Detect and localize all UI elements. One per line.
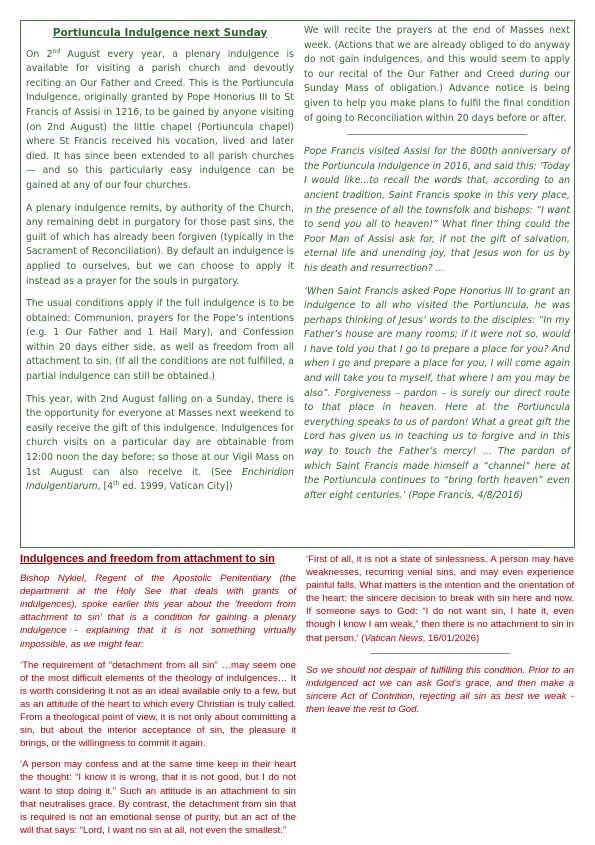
attachment-section-title: Indulgences and freedom from attachment to sin [20,553,275,565]
divider [347,134,527,135]
paragraph-usual-conditions: The usual conditions apply if the full indulgence is to be obtained: Communion, prayers for the Pope’s intentions (e.g. 1 Our Father and 1 Hail Mary), and Confession within 20 days either side, as well as freedom from all attachment to sin. (If all the conditions are not fulfilled, a partial indulgence can still be obtained.) [26,298,294,383]
top-left-column [26,26,294,503]
closing-paragraph: So we should not despair of fulfilling this condition. Prior to an indulgenced act we can ask God’s grace, and then make a sincere Act of Contrition, rejecting all sin as best we weak - then leave the rest to God. [306,664,574,715]
quote-first-of-all: ‘First of all, it is not a state of sinlessness. A person may have weaknesses, recurring venial sins, and may even experience painful falls. What matters is the intention and the orientation of the heart: the sincere decision to break with sin here and now. If someone says to God: “I do not want sin, I hate it, even though I know I am weak,” then there is no attachment to sin in that person.’ (Vatican News, 16/01/2026) [306,554,574,644]
enchiridion-title: Enchiridion Indulgentiarum [26,466,294,493]
bottom-left-column [20,553,296,845]
quote-pope-francis-assisi: Pope Francis visited Assisi for the 800th anniversary of the Portiuncula Indulgence in 2016, and said this: ‘Today I would like...to recall the words that, according to an ancient tradition, Saint Francis spoke in this very place, in the presence of all the townsfolk and bishops: “I want to send you all to heaven!” What finer thing could the Poor Man of Assisi ask for, if not the gift of salvation, eternal life and unending joy, that Jesus won for us by his death and resurrection? ... [304,146,570,274]
portiuncula-title: Portiuncula Indulgence next Sunday [52,27,268,39]
quote-pope-francis-pardon: ‘When Saint Francis asked Pope Honorius III to grant an indulgence to all who visited the Portiuncula, he was perhaps thinking of Jesus’ words to the disciples: “In my Father’s house are many rooms; if it were not so, would I have told you that I go to prepare a place for you? And when I go and prepare a place for you, I will come again and will take you to myself, that where I am you may be also”. Forgiveness – pardon – is surely our direct route to that place in heaven. Here at the Portiuncula everything speaks to us of pardon! What a great gift the Lord has given us in teaching us to forgive and in this way to touch the Father’s mercy! ... The pardon of which Saint Francis made himself a “channel” here at the Portiuncula continues to “bring forth heaven” even after eight centuries.’ (Pope Francis, 4/8/2016) [304,285,570,501]
quote-confess-a: ‘A person may confess and at the same time keep in their heart the thought: “I know it is wrong, that it is not good, but I do not want to stop doing it.” Such an attitude is an attachment to sin that neutralises grace. By contrast, the detachment from sin that is required is not an emotional sense of purity, but an act of the will that says: “Lord, I want no sin at all, not even the smallest.” [20,759,296,836]
paragraph-this-year: This year, with 2nd August falling on a Sunday, there is the opportunity for everyone at Masses next weekend to easily receive the gift of this indulgence. Indulgences for church visits on a particular day are obtainable from 12:00 noon the day before; so those at our Vigil Mass on 1st August can also receive it. (See Enchiridion Indulgentiarum, [4th ed. 1999, Vatican City]) [26,393,294,493]
divider [370,653,510,654]
paragraph-recite-prayers: We will recite the prayers at the end of Masses next week. (Actions that we are already obliged to do anyway do not gain indulgences, and this would seem to apply to our recital of the Our Father and Creed during our Sunday Mass of obligation.) Advance notice is being given to help you make plans to fulfil the final condition of going to Reconciliation within 20 days before or after. [304,25,570,124]
quote-detachment: ‘The requirement of “detachment from all sin” …may seem one of the most difficult elements of the theology of indulgences… It is worth considering it not as an ideal available only to a few, but as an attitude of the heart to which every Christian is truly called. From a theological point of view, it is not only about committing a sin, but about the interior acceptance of sin, the pleasure it brings, or the willingness to commit it again. [20,659,296,750]
top-right-column [304,24,570,511]
intro-bishop-nykiel: Bishop Nykiel, Regent of the Apostolic Penitentiary (the department at the Holy See that deals with grants of indulgences), spoke earlier this year about the ‘freedom from attachment to sin’ that is a condition for gaining a plenary indulgence - explaining that it is not something virtually impossible, as we might fear: [20,573,296,650]
paragraph-plenary-indulgence: A plenary indulgence remits, by authority of the Church, any remaining debt in purgatory for those past sins, the guilt of which has already been forgiven (typically in the Sacrament of Reconciliation). By default an indulgence is applied to ourselves, but we can choose to apply it instead as a prayer for the souls in purgatory. [26,202,294,287]
paragraph-august-indulgence: On 2nd August every year, a plenary indulgence is available for visiting a parish church and devoutly reciting an Our Father and Creed. This is the Portiuncula Indulgence, originally granted by Pope Honorius III to St Francis of Assisi in 1216, to be gained by anyone visiting (on 2nd August) the little chapel (Portiuncula chapel) where St Francis received his vocation, lived and later died. It has since been extended to all parish churches — and so this particularly easy indulgence can be gained at any of our four churches. [26,47,294,191]
bottom-right-column [306,553,574,724]
